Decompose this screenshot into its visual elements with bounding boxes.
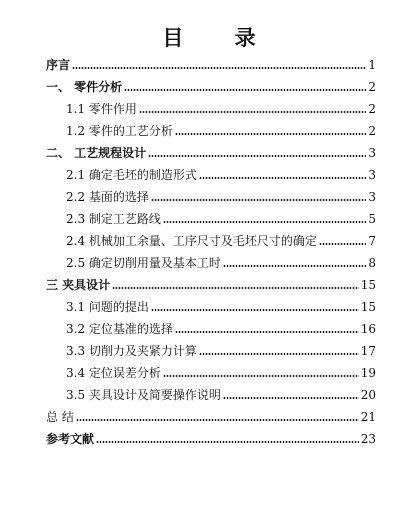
dot-leader — [319, 243, 366, 245]
toc-entry-page: 21 — [360, 410, 376, 424]
toc-entry-page: 17 — [360, 344, 376, 358]
toc-entry-label: 二、 工艺规程设计 — [46, 146, 147, 160]
toc-entry-label: 总 结 — [46, 410, 74, 424]
toc-entry[interactable] — [66, 254, 376, 270]
toc-entry-page: 5 — [368, 212, 376, 226]
dot-leader — [72, 67, 366, 69]
toc-entry-label: 2.2 基面的选择 — [66, 190, 149, 204]
dot-leader — [223, 265, 366, 267]
dot-leader — [151, 199, 366, 201]
dot-leader — [163, 221, 366, 223]
dot-leader — [151, 309, 359, 311]
toc-entry[interactable] — [66, 166, 376, 182]
toc-entry-page: 16 — [360, 322, 376, 336]
toc-entry-label: 2.1 确定毛坯的制造形式 — [66, 168, 197, 182]
toc-entry[interactable] — [46, 78, 376, 94]
toc-entry-page: 23 — [360, 432, 376, 446]
toc-entry[interactable] — [66, 298, 376, 314]
toc-entry[interactable] — [66, 364, 376, 380]
toc-entry-page: 2 — [368, 80, 376, 94]
toc-entry-label: 2.5 确定切削用量及基本工时 — [66, 256, 221, 270]
toc-entry-label: 3.5 夹具设计及简要操作说明 — [66, 388, 221, 402]
dot-leader — [96, 441, 359, 443]
toc-entry[interactable] — [66, 188, 376, 204]
dot-leader — [139, 111, 366, 113]
toc-entry[interactable] — [66, 210, 376, 226]
toc-entry-label: 3.1 问题的提出 — [66, 300, 149, 314]
toc-title: 目 录 — [162, 26, 278, 50]
toc-entry[interactable] — [46, 430, 376, 446]
toc-entry-label: 2.4 机械加工余量、工序尺寸及毛坯尺寸的确定 — [66, 234, 317, 248]
toc-entry-page: 2 — [368, 124, 376, 138]
toc-entry-label: 1.2 零件的工艺分析 — [66, 124, 173, 138]
dot-leader — [148, 155, 366, 157]
toc-entry-label: 3.4 定位误差分析 — [66, 366, 161, 380]
toc-entry[interactable] — [66, 342, 376, 358]
toc-entry[interactable] — [46, 408, 376, 424]
dot-leader — [163, 375, 359, 377]
toc-entry-page: 3 — [368, 146, 376, 160]
toc-entry-page: 15 — [360, 300, 376, 314]
toc-entry-label: 1.1 零件作用 — [66, 102, 137, 116]
toc-entry[interactable] — [46, 144, 376, 160]
toc-entry-label: 序言 — [46, 58, 71, 72]
toc-entry-page: 8 — [368, 256, 376, 270]
dot-leader — [223, 397, 359, 399]
toc-entry-label: 3.3 切削力及夹紧力计算 — [66, 344, 197, 358]
toc-entry[interactable] — [66, 232, 376, 248]
toc-entry-label: 三 夹具设计 — [46, 278, 111, 292]
dot-leader — [199, 353, 359, 355]
dot-leader — [175, 331, 359, 333]
toc-entry-label: 3.2 定位基准的选择 — [66, 322, 173, 336]
toc-entry-label: 2.3 制定工艺路线 — [66, 212, 161, 226]
toc-entry-label: 参考文献 — [46, 432, 95, 446]
toc-entry-page: 19 — [360, 366, 376, 380]
toc-entry-page: 2 — [368, 102, 376, 116]
toc-entry-page: 3 — [368, 168, 376, 182]
toc-entry-page: 7 — [368, 234, 376, 248]
toc-entry[interactable] — [46, 276, 376, 292]
toc-entry-label: 一、 零件分析 — [46, 80, 123, 94]
toc-entry-page: 1 — [368, 58, 376, 72]
dot-leader — [175, 133, 366, 135]
dot-leader — [199, 177, 366, 179]
dot-leader — [124, 89, 366, 91]
toc-entry-page: 15 — [360, 278, 376, 292]
toc-entry-page: 20 — [360, 388, 376, 402]
dot-leader — [112, 287, 359, 289]
toc-entry[interactable] — [66, 320, 376, 336]
toc-entry[interactable] — [66, 122, 376, 138]
toc-entry[interactable] — [66, 386, 376, 402]
toc-entry[interactable] — [66, 100, 376, 116]
toc-entry[interactable] — [46, 56, 376, 72]
toc-entry-page: 3 — [368, 190, 376, 204]
dot-leader — [76, 419, 359, 421]
